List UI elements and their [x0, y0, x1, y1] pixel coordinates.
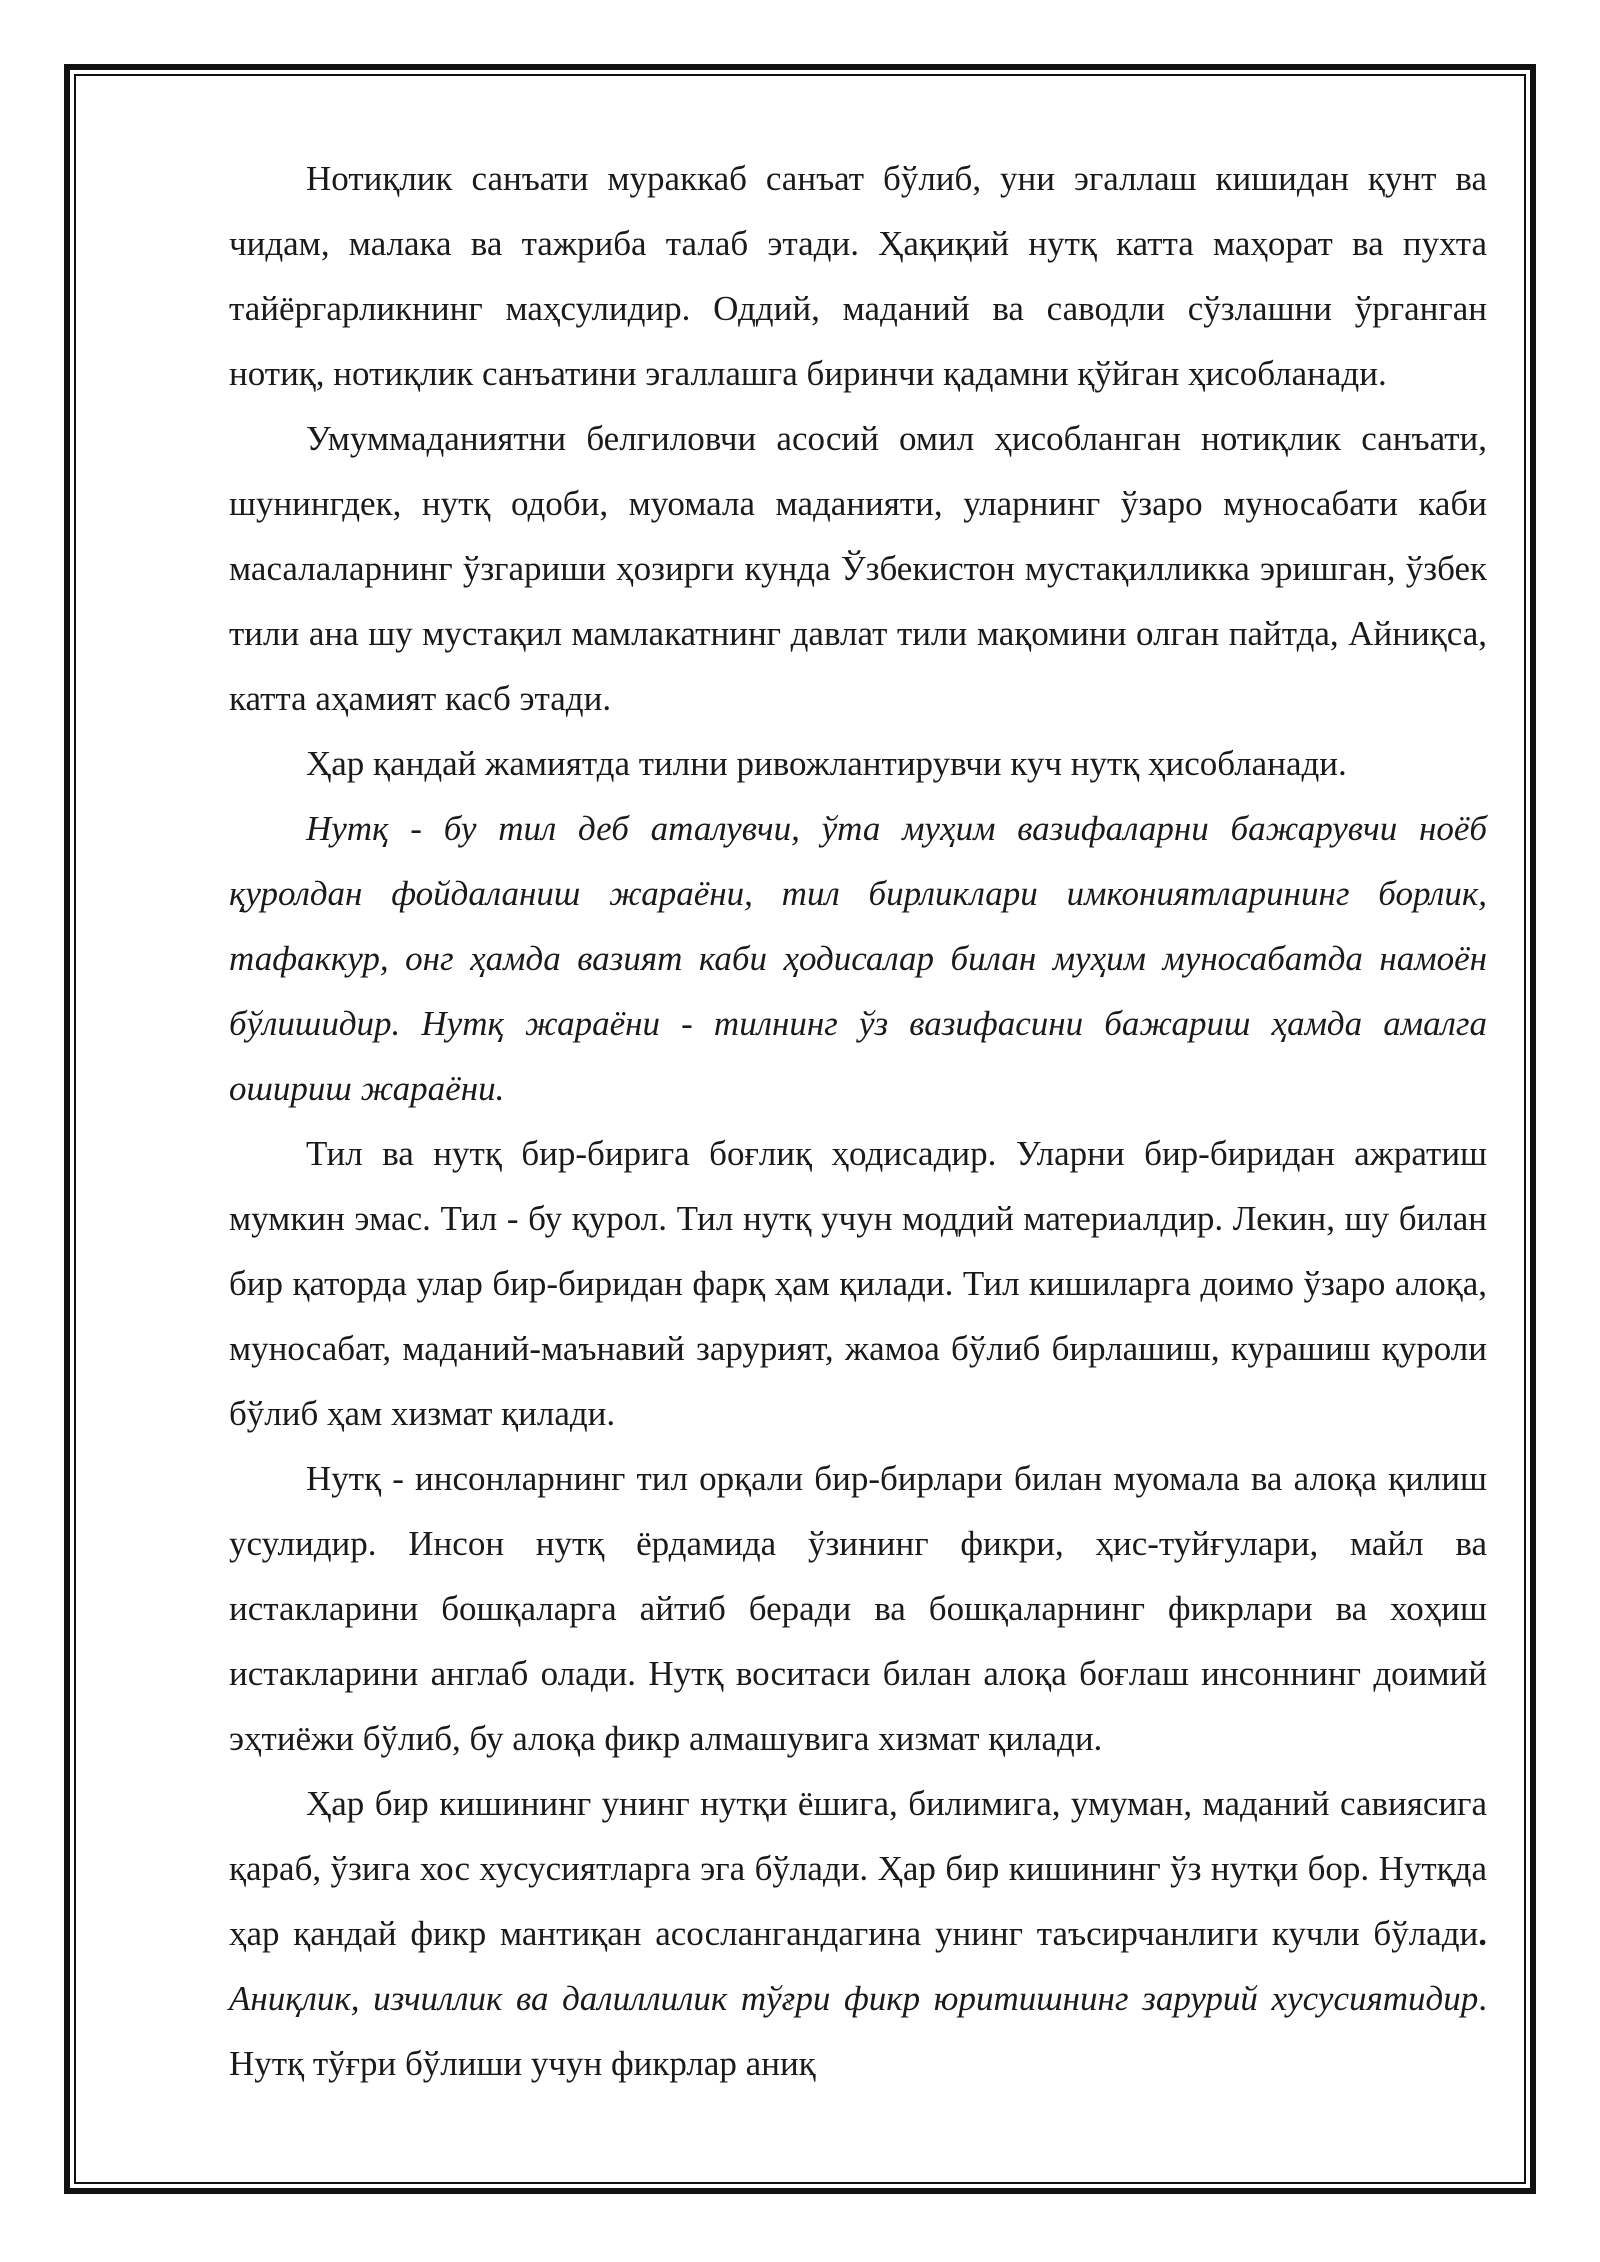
paragraph-6: Нутқ - инсонларнинг тил орқали бир-бирлари билан муомала ва алоқа қилиш усулидир. Инсон нутқ ёрдамида ўзининг фикри, ҳис-туйғулари, майл ва истакларини бошқаларга айтиб беради ва бошқаларнинг фикрлари ва хоҳиш истакларини англаб олади. Нутқ воситаси билан алоқа боғлаш инсоннинг доимий эҳтиёжи бўлиб, бу алоқа фикр алмашувига хизмат қилади.	[229, 1459, 1487, 1758]
paragraph-2: Умуммаданиятни белгиловчи асосий омил ҳисобланган нотиқлик санъати, шунингдек, нутқ одоби, муомала маданияти, уларнинг ўзаро муносабати каби масалаларнинг ўзгариши ҳозирги кунда Ўзбекистон мустақилликка эришган, ўзбек тили ана шу мустақил мамлакатнинг давлат тили мақомини олган пайтда, Айниқса, катта аҳамият касб этади.	[229, 419, 1487, 718]
paragraph-5: Тил ва нутқ бир-бирига боғлиқ ҳодисадир. Уларни бир-биридан ажратиш мумкин эмас. Тил - бу қурол. Тил нутқ учун моддий материалдир. Лекин, шу билан бир қаторда улар бир-биридан фарқ ҳам қилади. Тил кишиларга доимо ўзаро алоқа, муносабат, маданий-маънавий зарурият, жамоа бўлиб бирлашиш, курашиш қуроли бўлиб ҳам хизмат қилади.	[229, 1134, 1487, 1433]
paragraph-4-italic-definition: Нутқ - бу тил деб аталувчи, ўта муҳим вазифаларни бажарувчи ноёб қуролдан фойдаланиш жараёни, тил бирликлари имкониятларининг борлик, тафаккур, онг ҳамда вазият каби ҳодисалар билан муҳим муносабатда намоён бўлишидир. Нутқ жараёни - тилнинг ўз вазифасини бажариш ҳамда амалга ошириш жараёни.	[229, 809, 1487, 1108]
paragraph-7	[229, 1771, 1487, 2096]
paragraph-7-start: Ҳар бир кишининг унинг нутқи ёшига, билимига, умуман, маданий савиясига қараб, ўзига хос хусусиятларга эга бўлади. Ҳар бир кишининг ўз нутқи бор. Нутқда ҳар қандай фикр мантиқан асослангандагина унинг таъсирчанлиги кучли бўлади	[229, 1784, 1487, 1953]
document-body	[229, 146, 1487, 2096]
paragraph-7-bold-dot: .	[1478, 1914, 1487, 1953]
paragraph-3: Ҳар қандай жамиятда тилни ривожлантирувчи куч нутқ ҳисобланади.	[306, 744, 1347, 783]
paragraph-7-end: . Нутқ тўғри бўлиши учун фикрлар аниқ	[229, 1979, 1487, 2083]
paragraph-7-italic: Аниқлик, изчиллик ва далиллилик тўғри фикр юритишнинг зарурий хусусиятидир	[229, 1979, 1479, 2018]
paragraph-1: Нотиқлик санъати мураккаб санъат бўлиб, уни эгаллаш кишидан қунт ва чидам, малака ва тажриба талаб этади. Ҳақиқий нутқ катта маҳорат ва пухта тайёргарликнинг маҳсулидир. Оддий, маданий ва саводли сўзлашни ўрганган нотиқ, нотиқлик санъатини эгаллашга биринчи қадамни қўйган ҳисобланади.	[229, 159, 1487, 393]
